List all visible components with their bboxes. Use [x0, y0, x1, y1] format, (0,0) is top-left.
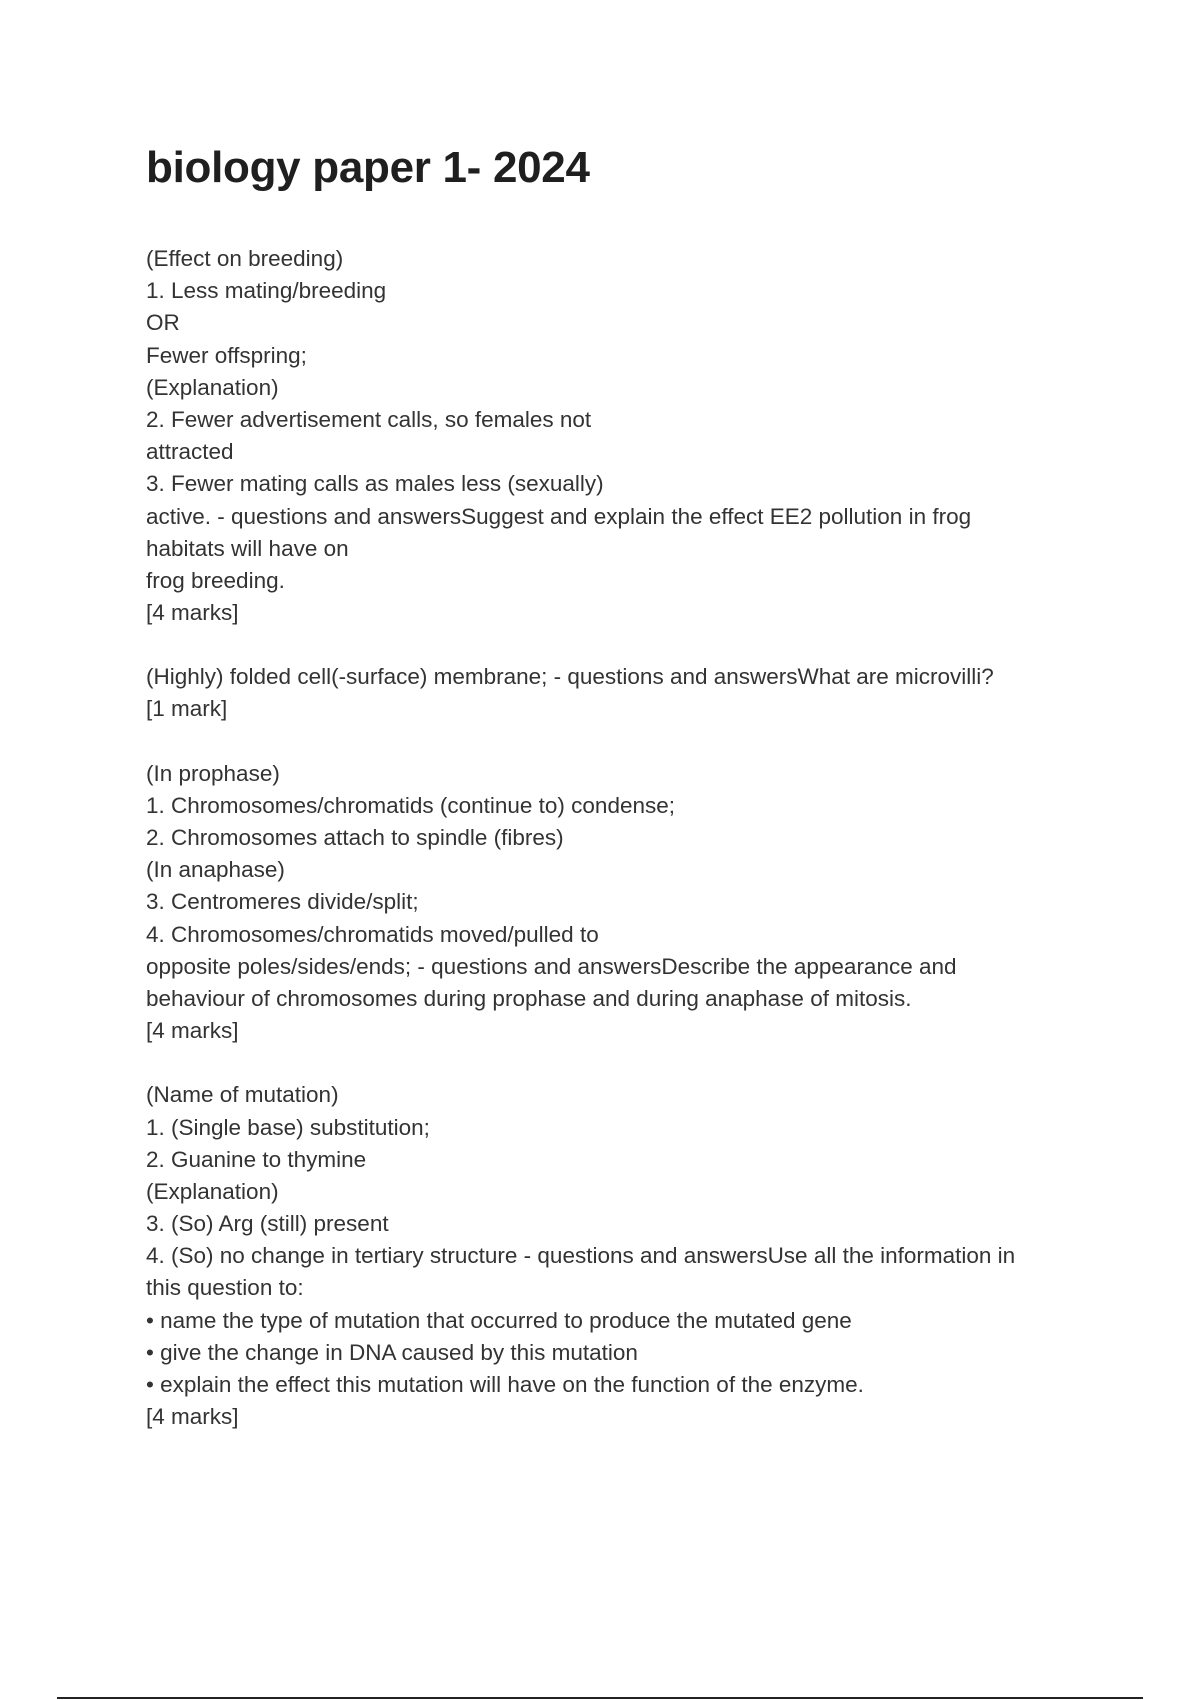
text-line: (Explanation) [146, 374, 279, 400]
footer-divider [57, 1697, 1143, 1699]
bullet-item: • explain the effect this mutation will have on the function of the enzyme. [146, 1372, 864, 1397]
text-line: 3. Fewer mating calls as males less (sexually) [146, 471, 604, 497]
text-line: Fewer offspring; [146, 342, 307, 368]
text-line: 2. Fewer advertisement calls, so females not [146, 406, 592, 432]
text-line: 1. Chromosomes/chromatids (continue to) condense; [146, 792, 676, 818]
answer-block-microvilli [146, 661, 1106, 725]
bullet-item: • give the change in DNA caused by this mutation [146, 1339, 638, 1365]
bullet-item: • name the type of mutation that occurred to produce the mutated gene [146, 1307, 852, 1333]
marks-label: [4 marks] [146, 600, 239, 626]
text-line: habitats will have on [146, 535, 349, 561]
text-line: opposite poles/sides/ends; - questions and answersDescribe the appearance and [146, 953, 957, 979]
marks-label: [4 marks] [146, 1018, 239, 1044]
answer-block-mutation [146, 1079, 1106, 1433]
text-line: 3. (So) Arg (still) present [146, 1211, 389, 1237]
answer-block-frog-breeding [146, 243, 1106, 629]
text-line: (Highly) folded cell(-surface) membrane; - questions and answersWhat are microvilli? [146, 664, 994, 690]
text-line: 1. Less mating/breeding [146, 278, 387, 304]
text-line: (Name of mutation) [146, 1082, 339, 1108]
text-line: 2. Chromosomes attach to spindle (fibres) [146, 825, 564, 850]
text-line: 2. Guanine to thymine [146, 1146, 367, 1172]
text-line: attracted [146, 439, 234, 465]
answer-block-mitosis [146, 758, 1106, 1048]
marks-label: [4 marks] [146, 1404, 239, 1430]
text-line: (In anaphase) [146, 857, 285, 883]
text-line: (In prophase) [146, 760, 280, 786]
text-line: (Explanation) [146, 1178, 279, 1204]
text-line: (Effect on breeding) [146, 246, 344, 271]
text-line: OR [146, 310, 180, 336]
page-title: biology paper 1- 2024 [146, 143, 590, 192]
text-line: this question to: [146, 1275, 304, 1301]
text-line: behaviour of chromosomes during prophase and during anaphase of mitosis. [146, 985, 912, 1011]
text-line: 4. Chromosomes/chromatids moved/pulled to [146, 921, 599, 947]
document-body [146, 243, 1106, 1465]
text-line: 4. (So) no change in tertiary structure - questions and answersUse all the information in [146, 1243, 1016, 1269]
text-line: frog breeding. [146, 567, 285, 593]
marks-label: [1 mark] [146, 696, 228, 722]
text-line: 3. Centromeres divide/split; [146, 889, 419, 915]
text-line: 1. (Single base) substitution; [146, 1114, 430, 1140]
text-line: active. - questions and answersSuggest and explain the effect EE2 pollution in frog [146, 503, 972, 529]
